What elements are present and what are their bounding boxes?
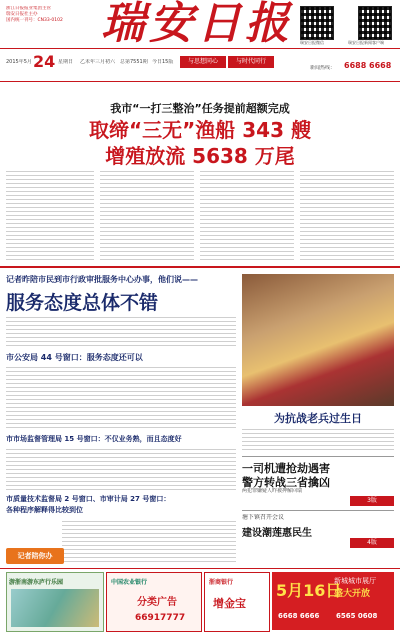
hotline-number: 6688 6668 bbox=[344, 61, 392, 70]
brief-2-page-ref bbox=[350, 538, 394, 548]
brief-2-title-1: 塘下镇召开会议 bbox=[242, 514, 285, 521]
photo-veteran-birthday bbox=[242, 274, 394, 406]
brief-1-page-suffix: 版 bbox=[370, 497, 377, 504]
service-body-3 bbox=[6, 446, 236, 490]
brief-1-page-ref bbox=[350, 496, 394, 506]
ad-agri-bank bbox=[106, 572, 202, 632]
brief-2-page-number: 4 bbox=[367, 539, 371, 546]
ad-new-city-sub: 盛大开放 bbox=[334, 589, 371, 599]
weekday: 星期日 bbox=[58, 59, 74, 65]
service-sub-1: 市公安局 44 号窗口：服务态度还可以 bbox=[6, 353, 143, 362]
service-body-4 bbox=[62, 518, 236, 564]
ad-new-city-title: 新城城市展厅 bbox=[334, 577, 376, 585]
divider-brief-2 bbox=[242, 510, 394, 511]
ad-strip bbox=[0, 568, 400, 635]
ad-travel-title: 游浙南游东庐行乐园 bbox=[9, 579, 64, 586]
divider-briefs bbox=[242, 456, 394, 457]
lead-body-col-2 bbox=[100, 168, 194, 260]
service-kicker: 记者昨陪市民到市行政审批服务中心办事，他们说—— bbox=[6, 275, 198, 284]
masthead-left-info bbox=[6, 6, 76, 30]
masthead-title: 瑞安日报 bbox=[101, 0, 293, 49]
ad-travel-image bbox=[11, 589, 99, 627]
brief-1-title-2: 警方转战三省擒凶 bbox=[242, 476, 330, 489]
ad-new-city-date: 5月16日 bbox=[276, 581, 342, 600]
lead-headline-2: 增殖放流 5638 万尾 bbox=[105, 144, 295, 168]
badge-reporter-with-you: 记者陪你办 bbox=[6, 548, 64, 564]
divider-lead bbox=[0, 266, 400, 268]
lead-body-col-3 bbox=[200, 168, 294, 260]
service-body-1 bbox=[6, 314, 236, 348]
dateline-bar bbox=[0, 48, 400, 82]
page-count: 今日15版 bbox=[152, 59, 174, 65]
ad-czbank bbox=[204, 572, 270, 632]
ad-new-city-phone-1: 6668 6666 bbox=[278, 612, 320, 620]
app-qr-icon bbox=[358, 6, 392, 40]
ad-classified-phone: 66917777 bbox=[135, 613, 186, 623]
service-sub-3b: 各种程序解释得比较到位 bbox=[6, 506, 83, 514]
photo-caption-body bbox=[242, 426, 394, 452]
brief-2-page-suffix: 版 bbox=[370, 539, 377, 546]
lead-kicker: 我市“一打三整治”任务提前超额完成 bbox=[110, 102, 290, 115]
slogan-1: 与思想同心 bbox=[180, 56, 226, 68]
ad-czbank-name: 浙商银行 bbox=[209, 579, 234, 586]
lead-body-col-1 bbox=[6, 168, 94, 260]
date-prefix: 2015年5月 bbox=[6, 59, 32, 65]
ad-new-city bbox=[272, 572, 394, 630]
issn-line: 国内统一刊号：CN33-0102 bbox=[6, 18, 63, 23]
host-line: 瑞安日报社主办 bbox=[6, 12, 38, 17]
slogan-2: 与时代同行 bbox=[228, 56, 274, 68]
photo-caption-title: 为抗战老兵过生日 bbox=[274, 412, 362, 425]
qr-label-wechat: 瑞安日报微信 bbox=[300, 40, 324, 45]
lead-body-col-4 bbox=[300, 168, 394, 260]
ad-agri-bank-name: 中国农业银行 bbox=[111, 579, 148, 586]
brief-1-title-1: 一司机遭抢劫遇害 bbox=[242, 462, 330, 475]
service-headline: 服务态度总体不错 bbox=[6, 292, 159, 314]
publisher-line: 浙江日报报业集团主管 bbox=[6, 6, 51, 11]
brief-2-title-2: 建设潮莲惠民生 bbox=[242, 528, 312, 539]
ad-czbank-product: 增金宝 bbox=[213, 597, 246, 610]
brief-1-subtitle: 两犯罪嫌疑人昨被押解回瑞 bbox=[242, 488, 303, 494]
issue-number: 总第7551期 bbox=[120, 59, 148, 65]
date-day: 24 bbox=[33, 52, 56, 71]
lunar-date: 乙未年三月初六 bbox=[80, 59, 116, 65]
ad-classified-title: 分类广告 bbox=[137, 597, 177, 608]
lead-headline-1: 取缔“三无”渔船 343 艘 bbox=[89, 118, 311, 142]
brief-1-page-number: 3 bbox=[367, 497, 371, 504]
service-sub-2: 市市场监督管理局 15 号窗口：不仅业务熟，而且态度好 bbox=[6, 435, 182, 443]
service-sub-3a: 市质量技术监督局 2 号窗口、市审计局 27 号窗口： bbox=[6, 495, 171, 503]
ad-new-city-phone-2: 6565 0608 bbox=[336, 612, 378, 620]
qr-label-app: 瑞安日报新闻客户端 bbox=[348, 40, 384, 45]
service-body-2 bbox=[6, 364, 236, 430]
ad-travel bbox=[6, 572, 104, 632]
wechat-qr-icon bbox=[300, 6, 334, 40]
hotline-label: 新闻热线： bbox=[310, 65, 336, 71]
